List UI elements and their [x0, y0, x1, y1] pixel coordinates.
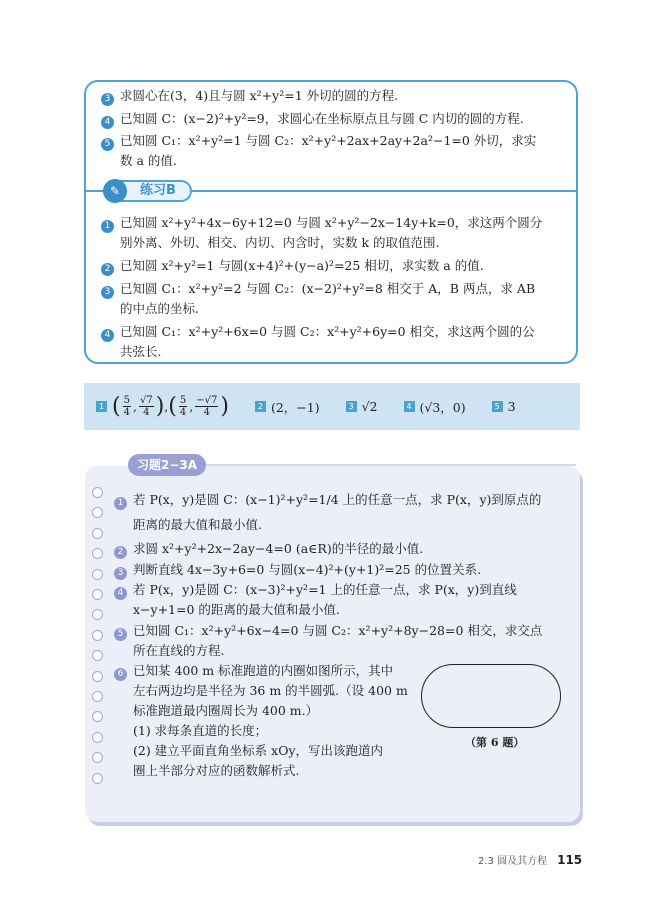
- running-track-figure: [421, 664, 561, 728]
- number-badge: 3: [114, 567, 127, 580]
- numerator: −√7: [196, 395, 218, 406]
- page-number: 115: [557, 853, 583, 867]
- binder-ring-icon: [92, 528, 103, 539]
- answer-band: [84, 383, 580, 430]
- question-text-cont: 圈上半部分对应的函数解析式.: [133, 763, 300, 778]
- question-text-cont: x−y+1=0 的距离的最大值和最小值.: [133, 602, 340, 617]
- number-badge: 5: [101, 138, 114, 151]
- question-text: 已知某 400 m 标准跑道的内圈如图所示，其中: [133, 663, 394, 678]
- exercise-title: 习题2−3A: [128, 454, 206, 476]
- exercise-item: [114, 539, 574, 559]
- binder-ring-icon: [92, 773, 103, 784]
- denominator: 4: [143, 407, 150, 418]
- numerator: √7: [139, 395, 153, 406]
- answer-number: 4: [404, 401, 415, 412]
- question-text: 已知圆 C₁：x²+y²=2 与圆 C₂：(x−2)²+y²=8 相交于 A，B 两点，求 AB: [120, 281, 536, 296]
- page-footer: [478, 852, 582, 867]
- exercise-item: [114, 621, 574, 661]
- question-text: 已知圆 x²+y²+4x−6y+12=0 与圆 x²+y²−2x−14y+k=0，求这两个圆分: [120, 215, 543, 230]
- answer-number: 1: [96, 401, 107, 412]
- answer-text: (2，−1): [270, 399, 320, 415]
- question-text: 已知圆 C₁：x²+y²=1 与圆 C₂：x²+y²+2ax+2ay+2a²−1=0 外切，求实: [120, 133, 537, 148]
- answer-text: √2: [361, 399, 378, 414]
- answer-5: [492, 399, 516, 414]
- answer-text: (√3，0): [419, 399, 466, 415]
- question-text-cont: 所在直线的方程.: [133, 643, 225, 658]
- question-text: 求圆心在(3，4)且与圆 x²+y²=1 外切的圆的方程.: [120, 88, 399, 103]
- pencil-icon: ✎: [103, 179, 127, 203]
- question-text-cont: 别外离、外切、相交、内切、内含时，实数 k 的取值范围.: [120, 235, 440, 250]
- sub-question: (1) 求每条直道的长度；: [133, 723, 268, 738]
- practice-a-item: [101, 86, 571, 106]
- denominator: 4: [123, 407, 130, 418]
- divider: [206, 464, 576, 466]
- answer-3: [346, 399, 378, 414]
- question-text-cont: 距离的最大值和最小值.: [133, 517, 262, 532]
- practice-b-item: [101, 213, 571, 253]
- binder-ring-icon: [92, 732, 103, 743]
- question-text-cont: 共弦长.: [120, 344, 162, 359]
- number-badge: 3: [101, 93, 114, 106]
- practice-a-item: [101, 109, 571, 129]
- number-badge: 4: [101, 329, 114, 342]
- binder-ring-icon: [92, 691, 103, 702]
- exercise-item: [114, 661, 414, 781]
- number-badge: 5: [114, 628, 127, 641]
- number-badge: 2: [114, 546, 127, 559]
- binder-ring-icon: [92, 569, 103, 580]
- question-text: 若 P(x，y)是圆 C：(x−3)²+y²=1 上的任意一点，求 P(x，y)到直线: [133, 582, 517, 597]
- binder-ring-icon: [92, 589, 103, 600]
- number-badge: 4: [101, 116, 114, 129]
- practice-b-item: [101, 322, 571, 362]
- binder-ring-icon: [92, 671, 103, 682]
- exercise-item: [114, 580, 574, 620]
- practice-b-item: [101, 256, 571, 276]
- practice-b-title: 练习B: [140, 183, 176, 198]
- exercise-item: [114, 560, 574, 580]
- question-text: 判断直线 4x−3y+6=0 与圆(x−4)²+(y+1)²=25 的位置关系.: [133, 562, 482, 577]
- binder-ring-icon: [92, 630, 103, 641]
- numerator: 5: [179, 395, 187, 406]
- number-badge: 1: [114, 497, 127, 510]
- question-text: 若 P(x，y)是圆 C：(x−1)²+y²=1/4 上的任意一点，求 P(x，y)到原点的: [133, 492, 542, 507]
- figure-caption: （第 6 题）: [465, 736, 525, 749]
- answer-number: 2: [255, 401, 266, 412]
- question-text: 已知圆 x²+y²=1 与圆(x+4)²+(y−a)²=25 相切，求实数 a 的值.: [120, 258, 484, 273]
- number-badge: 6: [114, 668, 127, 681]
- answer-number: 3: [346, 401, 357, 412]
- question-text: 求圆 x²+y²+2x−2ay−4=0 (a∈R)的半径的最小值.: [133, 541, 424, 556]
- answer-1: 1 ( $\frac{5}{4}$ , $\frac{√7}{4}$ ) , ( $\frac{5}{4}$ , $\frac{-√7}{4}$ ): [96, 395, 229, 418]
- practice-b-tag: [104, 180, 192, 202]
- question-text-cont: 左右两边均是半径为 36 m 的半圆弧.（设 400 m: [133, 683, 408, 698]
- sub-question: (2) 建立平面直角坐标系 xOy，写出该跑道内: [133, 743, 384, 758]
- denominator: 4: [203, 407, 210, 418]
- section-title: 2.3 圆及其方程: [478, 856, 548, 867]
- question-text: 已知圆 C₁：x²+y²+6x−4=0 与圆 C₂：x²+y²+8y−28=0 相交，求交点: [133, 623, 543, 638]
- question-text: 已知圆 C₁：x²+y²+6x=0 与圆 C₂：x²+y²+6y=0 相交，求这两个圆的公: [120, 324, 535, 339]
- number-badge: 3: [101, 286, 114, 299]
- answer-2: [255, 398, 320, 416]
- exercise-item: [114, 490, 574, 535]
- denominator: 4: [179, 407, 187, 418]
- answer-text: 3: [507, 399, 516, 414]
- number-badge: 4: [114, 587, 127, 600]
- question-text-cont: 标准跑道最内圈周长为 400 m.）: [133, 703, 319, 718]
- practice-b-item: [101, 279, 571, 319]
- answer-number: 5: [492, 401, 503, 412]
- question-text-cont: 数 a 的值.: [120, 153, 177, 168]
- number-badge: 2: [101, 263, 114, 276]
- numerator: 5: [123, 395, 130, 406]
- number-badge: 1: [101, 220, 114, 233]
- question-text-cont: 的中点的坐标.: [120, 301, 199, 316]
- question-text: 已知圆 C：(x−2)²+y²=9，求圆心在坐标原点且与圆 C 内切的圆的方程.: [120, 111, 524, 126]
- answer-4: [404, 398, 466, 416]
- practice-a-item: [101, 131, 571, 171]
- binder-ring-icon: [92, 487, 103, 498]
